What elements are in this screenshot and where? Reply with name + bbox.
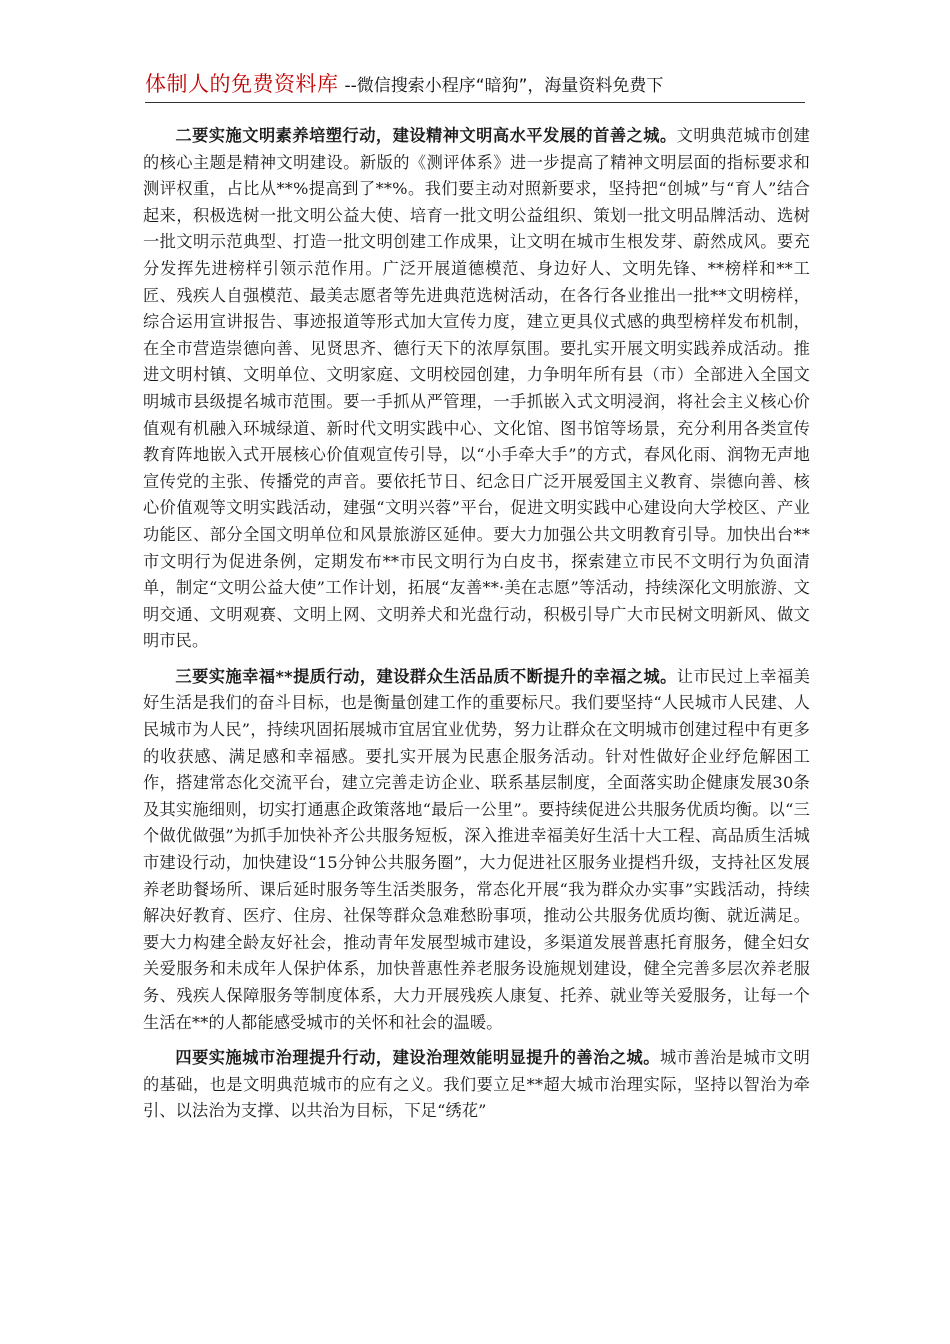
page-header — [145, 68, 805, 103]
paragraph-text: 城市善治是城市文明的基础，也是文明典范城市的应有之义。我们要立足**超大城市治理实际，坚持以智治为牵引、以法治为支撑、以共治为目标，下足“绣花” — [143, 1048, 810, 1121]
document-body — [143, 123, 810, 1134]
paragraph-heading: 二要实施文明素养培塑行动，建设精神文明高水平发展的首善之城。 — [175, 126, 677, 145]
paragraph-governance — [143, 1045, 810, 1125]
header-brand: 体制人的免费资料库 — [145, 72, 339, 96]
paragraph-heading: 三要实施幸福**提质行动，建设群众生活品质不断提升的幸福之城。 — [175, 666, 677, 686]
header-subtitle: --微信搜索小程序“暗狗”，海量资料免费下 — [344, 76, 664, 96]
paragraph-text: 让市民过上幸福美好生活是我们的奋斗目标，也是衡量创建工作的重要标尺。我们要坚持“人民城市人民建、人民城市为人民”，持续巩固拓展城市宜居宜业优势，努力让群众在文明城市创建过程中有更多的收获感、满足感和幸福感。要扎实开展为民惠企服务活动。针对性做好企业纾危解困工作，搭建常态化交流平台，建立完善走访企业、联系基层制度，全面落实助企健康发展30条及其实施细则，切实打通惠企政策落地“最后一公里”。要持续促进公共服务优质均衡。以“三个做优做强”为抓手加快补齐公共服务短板，深入推进幸福美好生活十大工程、高品质生活城市建设行动，加快建设“15分钟公共服务圈”，大力促进社区服务业提档升级，支持社区发展养老助餐场所、课后延时服务等生活类服务，常态化开展“我为群众办实事”实践活动，持续解决好教育、医疗、住房、社保等群众急难愁盼事项，推动公共服务优质均衡、就近满足。要大力构建全龄友好社会，推动青年发展型城市建设，多渠道发展普惠托育服务，健全妇女关爱服务和未成年人保护体系，加快普惠性养老服务设施规划建设，健全完善多层次养老服务、残疾人保障服务等制度体系，大力开展残疾人康复、托养、就业等关爱服务，让每一个生活在**的人都能感受城市的关怀和社会的温暖。 — [143, 666, 810, 1032]
paragraph-civility — [143, 123, 810, 655]
paragraph-happiness — [143, 664, 810, 1036]
paragraph-heading: 四要实施城市治理提升行动，建设治理效能明显提升的善治之城。 — [175, 1048, 660, 1068]
paragraph-text: 文明典范城市创建的核心主题是精神文明建设。新版的《测评体系》进一步提高了精神文明层面的指标要求和测评权重，占比从**%提高到了**%。我们要主动对照新要求，坚持把“创城”与“育人”结合起来，积极选树一批文明公益大使、培育一批文明公益组织、策划一批文明品牌活动、选树一批文明示范典型、打造一批文明创建工作成果，让文明在城市生根发芽、蔚然成风。要充分发挥先进榜样引领示范作用。广泛开展道德模范、身边好人、文明先锋、**榜样和**工匠、残疾人自强模范、最美志愿者等先进典范选树活动，在各行各业推出一批**文明榜样，综合运用宣讲报告、事迹报道等形式加大宣传力度，建立更具仪式感的典型榜样发布机制，在全市营造崇德向善、见贤思齐、德行天下的浓厚氛围。要扎实开展文明实践养成活动。推进文明村镇、文明单位、文明家庭、文明校园创建，力争明年所有县（市）全部进入全国文明城市县级提名城市范围。要一手抓从严管理，一手抓嵌入式文明浸润，将社会主义核心价值观有机融入环城绿道、新时代文明实践中心、文化馆、图书馆等场景，充分利用各类宣传教育阵地嵌入式开展核心价值观宣传引导，以“小手牵大手”的方式，春风化雨、润物无声地宣传党的主张、传播党的声音。要依托节日、纪念日广泛开展爱国主义教育、崇德向善、核心价值观等文明实践活动，建强“文明兴蓉”平台，促进文明实践中心建设向大学校区、产业功能区、部分全国文明单位和风景旅游区延伸。要大力加强公共文明教育引导。加快出台**市文明行为促进条例，定期发布**市民文明行为白皮书，探索建立市民不文明行为负面清单，制定“文明公益大使”工作计划，拓展“友善**·美在志愿”等活动，持续深化文明旅游、文明交通、文明观赛、文明上网、文明养犬和光盘行动，积极引导广大市民树文明新风、做文明市民。 — [143, 126, 810, 651]
